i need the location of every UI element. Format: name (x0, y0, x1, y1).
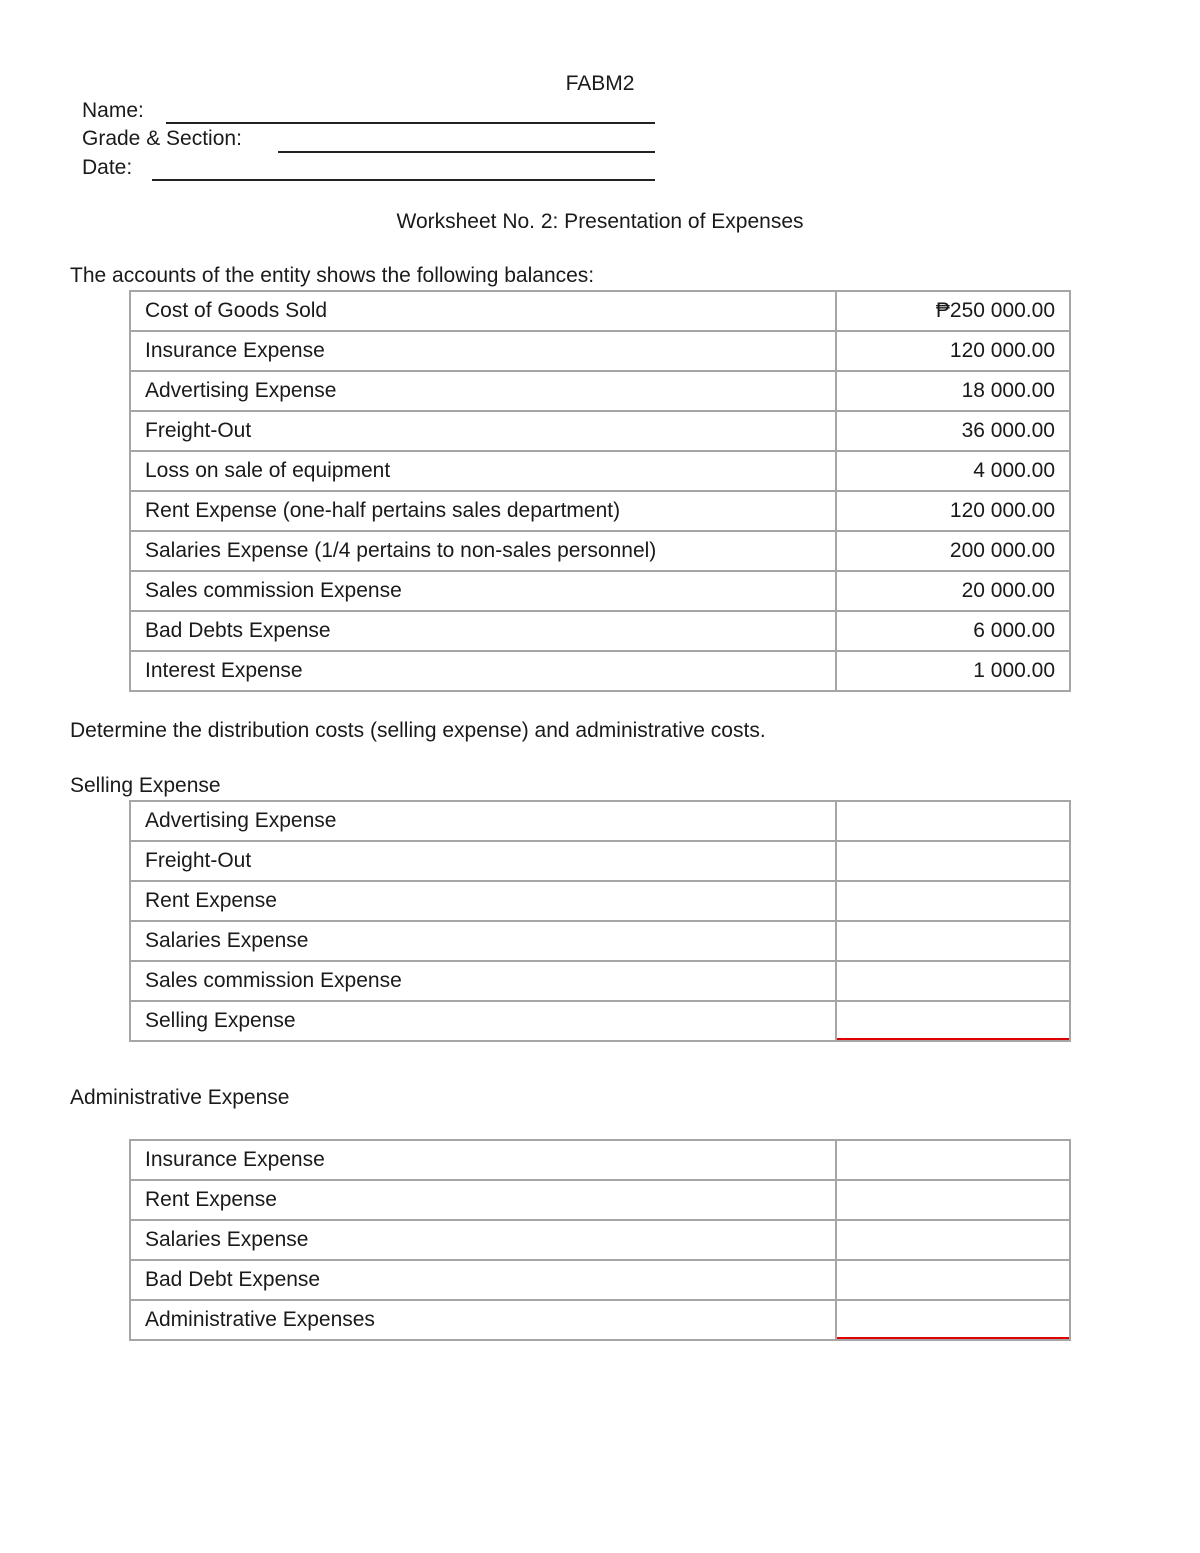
expense-label: Salaries Expense (130, 1220, 836, 1260)
answer-amount-cell[interactable] (836, 1220, 1070, 1260)
expense-label: Rent Expense (130, 881, 836, 921)
table-row (130, 1260, 1070, 1300)
account-name: Freight-Out (130, 411, 836, 451)
account-amount: ₱250 000.00 (836, 291, 1070, 331)
selling-table (129, 800, 1071, 1042)
answer-amount-cell[interactable] (836, 881, 1070, 921)
table-row (130, 411, 1070, 451)
table-row (130, 491, 1070, 531)
account-name: Insurance Expense (130, 331, 836, 371)
account-amount: 120 000.00 (836, 331, 1070, 371)
selling-heading: Selling Expense (70, 774, 221, 797)
account-amount: 200 000.00 (836, 531, 1070, 571)
table-row (130, 531, 1070, 571)
account-name: Salaries Expense (1/4 pertains to non-sales personnel) (130, 531, 836, 571)
account-name: Sales commission Expense (130, 571, 836, 611)
table-row (130, 801, 1070, 841)
expense-label: Bad Debt Expense (130, 1260, 836, 1300)
expense-label: Freight-Out (130, 841, 836, 881)
answer-amount-cell[interactable] (836, 841, 1070, 881)
table-row (130, 961, 1070, 1001)
account-name: Advertising Expense (130, 371, 836, 411)
table-row (130, 571, 1070, 611)
expense-label: Sales commission Expense (130, 961, 836, 1001)
expense-label: Salaries Expense (130, 921, 836, 961)
balances-table (129, 290, 1071, 692)
account-name: Interest Expense (130, 651, 836, 691)
administrative-table (129, 1139, 1071, 1341)
table-row (130, 611, 1070, 651)
name-label: Name: (82, 99, 144, 122)
account-amount: 20 000.00 (836, 571, 1070, 611)
account-name: Bad Debts Expense (130, 611, 836, 651)
answer-amount-cell[interactable] (836, 961, 1070, 1001)
expense-label: Advertising Expense (130, 801, 836, 841)
account-amount: 18 000.00 (836, 371, 1070, 411)
account-amount: 1 000.00 (836, 651, 1070, 691)
expense-label: Rent Expense (130, 1180, 836, 1220)
expense-label: Selling Expense (130, 1001, 836, 1041)
instruction-text: Determine the distribution costs (selling expense) and administrative costs. (70, 719, 766, 742)
table-row (130, 1140, 1070, 1180)
table-row (130, 1001, 1070, 1041)
administrative-heading: Administrative Expense (70, 1086, 290, 1109)
account-amount: 120 000.00 (836, 491, 1070, 531)
table-row (130, 1180, 1070, 1220)
table-row (130, 881, 1070, 921)
account-amount: 4 000.00 (836, 451, 1070, 491)
account-amount: 36 000.00 (836, 411, 1070, 451)
table-row (130, 291, 1070, 331)
expense-label: Insurance Expense (130, 1140, 836, 1180)
answer-amount-cell[interactable] (836, 1300, 1070, 1340)
date-blank[interactable] (152, 179, 655, 181)
expense-label: Administrative Expenses (130, 1300, 836, 1340)
grade-section-blank[interactable] (278, 151, 655, 153)
table-row (130, 921, 1070, 961)
account-name: Loss on sale of equipment (130, 451, 836, 491)
account-name: Cost of Goods Sold (130, 291, 836, 331)
grade-section-label: Grade & Section: (82, 127, 242, 150)
date-label: Date: (82, 156, 133, 179)
answer-amount-cell[interactable] (836, 1140, 1070, 1180)
answer-amount-cell[interactable] (836, 801, 1070, 841)
intro-text: The accounts of the entity shows the following balances: (70, 264, 595, 287)
account-amount: 6 000.00 (836, 611, 1070, 651)
name-blank[interactable] (166, 122, 655, 124)
table-row (130, 451, 1070, 491)
table-row (130, 651, 1070, 691)
account-name: Rent Expense (one-half pertains sales department) (130, 491, 836, 531)
table-row (130, 841, 1070, 881)
worksheet-title: Worksheet No. 2: Presentation of Expenses (396, 210, 804, 233)
course-code: FABM2 (565, 72, 635, 95)
answer-amount-cell[interactable] (836, 921, 1070, 961)
answer-amount-cell[interactable] (836, 1260, 1070, 1300)
answer-amount-cell[interactable] (836, 1001, 1070, 1041)
table-row (130, 371, 1070, 411)
table-row (130, 1220, 1070, 1260)
answer-amount-cell[interactable] (836, 1180, 1070, 1220)
table-row (130, 331, 1070, 371)
table-row (130, 1300, 1070, 1340)
